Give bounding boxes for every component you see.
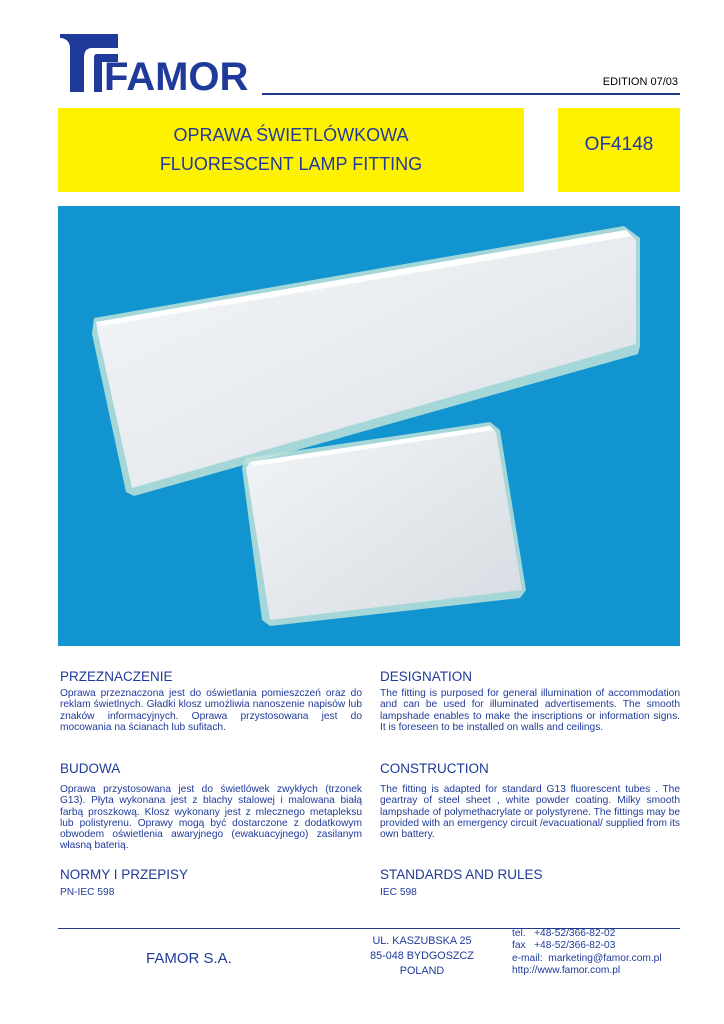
- heading-standards: STANDARDS AND RULES: [380, 867, 543, 882]
- lamp-fittings-illustration: [58, 206, 680, 646]
- address-city: 85-048 BYDGOSZCZ: [370, 950, 474, 962]
- heading-budowa: BUDOWA: [60, 761, 121, 776]
- product-code: OF4148: [584, 134, 654, 155]
- heading-normy: NORMY I PRZEPISY: [60, 867, 189, 882]
- text-budowa: Oprawa przystosowana jest do świetlówek zwykłych (trzonek G13). Płyta wykonana jest z blachy stalowej i malowana białą farbą proszkową. Klosz wykonany jest z mlecznego metapleksu lub polistyrenu. Oprawy mogą być dostarczone z dodatkowym obwodem oświetlenia awaryjnego (ewakuacyjnego) zasilanym własną baterią.: [60, 784, 362, 852]
- header-rule: [262, 93, 680, 95]
- address-block: [352, 934, 492, 979]
- address-country: POLAND: [399, 965, 445, 977]
- famor-logo: [58, 32, 268, 94]
- square-lamp-fitting: [242, 422, 526, 626]
- text-przeznaczenie: Oprawa przeznaczona jest do oświetlania pomieszczeń oraz do reklam świetlnych. Gładki klosz umożliwia nanoszenie napisów lub znaków informacyjnych. Oprawa przystosowana jest do mocowania na ścianach lub sufitach.: [60, 688, 362, 733]
- contact-email[interactable]: e-mail: marketing@famor.com.pl: [512, 952, 662, 964]
- text-designation: The fitting is purposed for general illumination of accommodation and can be used for illuminated advertisements. The smooth lampshade enables to make the inscriptions or information signs. It is foreseen to be installed on walls and ceilings.: [380, 688, 680, 733]
- title-box: [58, 108, 524, 192]
- text-construction: The fitting is adapted for standard G13 fluorescent tubes . The geartray of steel sheet , white powder coating. Milky smooth lampshade of polymethacrylate or polystyrene. The fittings may be provided with an emergency circuit /evacuational/ supplied from its own battery.: [380, 784, 680, 841]
- contact-fax: fax +48-52/366-82-03: [512, 940, 616, 952]
- product-code-box: [558, 108, 680, 192]
- heading-przeznaczenie: PRZEZNACZENIE: [60, 669, 173, 684]
- address-street: UL. KASZUBSKA 25: [372, 935, 472, 947]
- title-polish: OPRAWA ŚWIETLÓWKOWA: [173, 125, 409, 145]
- text-standards: IEC 598: [380, 887, 417, 898]
- product-photo: [58, 206, 680, 646]
- logo-wordmark: FAMOR: [104, 55, 249, 94]
- contact-website[interactable]: http://www.famor.com.pl: [512, 964, 621, 976]
- heading-designation: DESIGNATION: [380, 669, 473, 684]
- contact-tel: tel. +48-52/366-82-02: [512, 928, 616, 939]
- heading-construction: CONSTRUCTION: [380, 761, 489, 776]
- text-normy: PN-IEC 598: [60, 887, 115, 898]
- contact-block: [512, 928, 692, 977]
- edition-label: EDITION 07/03: [602, 76, 678, 88]
- title-english: FLUORESCENT LAMP FITTING: [159, 154, 423, 174]
- company-name: FAMOR S.A.: [146, 950, 232, 967]
